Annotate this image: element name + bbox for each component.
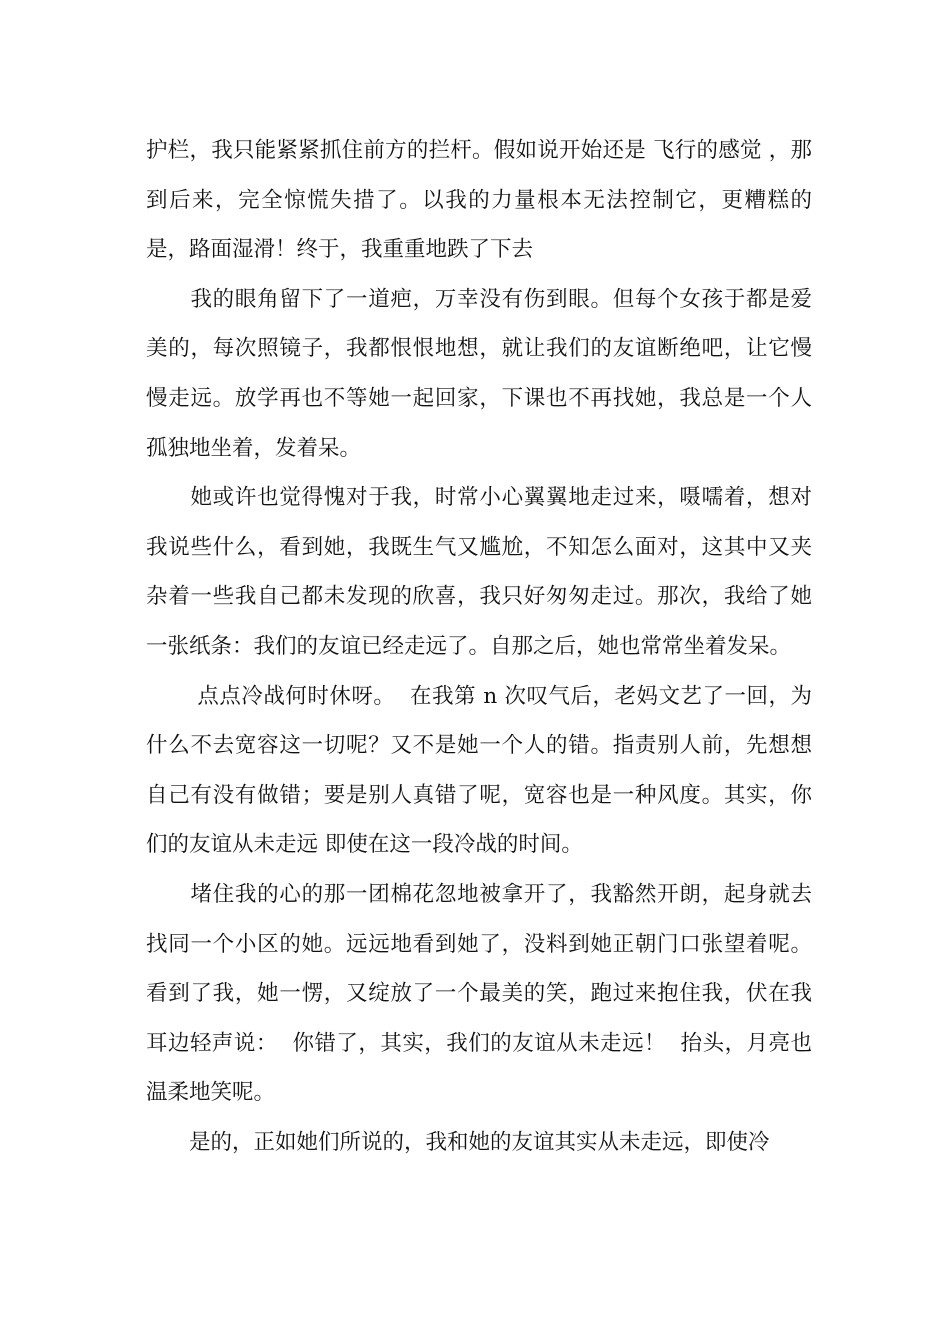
document-body — [146, 126, 812, 1167]
paragraph-5: 堵住我的心的那一团棉花忽地被拿开了，我豁然开朗，起身就去找同一个小区的她。远远地看到她了，没料到她正朝门口张望着呢。看到了我，她一愣，又绽放了一个最美的笑，跑过来抱住我，伏在我耳边轻声说： 你错了，其实，我们的友谊从未走远！ 抬头，月亮也温柔地笑呢。 — [146, 881, 812, 1106]
paragraph-2: 我的眼角留下了一道疤，万幸没有伤到眼。但每个女孩于都是爱美的，每次照镜子，我都恨恨地想，就让我们的友谊断绝吧，让它慢慢走远。放学再也不等她一起回家，下课也不再找她，我总是一个人孤独地坐着，发着呆。 — [146, 286, 812, 461]
paragraph-1: 护栏，我只能紧紧抓住前方的拦杆。假如说开始还是 飞行的感觉 ，那到后来，完全惊慌失措了。以我的力量根本无法控制它，更糟糕的是，路面湿滑！终于，我重重地跌了下去 — [146, 138, 812, 263]
paragraph-4: 点点冷战何时休呀。 在我第 n 次叹气后，老妈文艺了一回，为什么不去宽容这一切呢？又不是她一个人的错。指责别人前，先想想自己有没有做错；要是别人真错了呢，宽容也是一种风度。其实，你们的友谊从未走远 即使在这一段冷战的时间。 — [146, 683, 812, 858]
paragraph-6: 是的，正如她们所说的，我和她的友谊其实从未走远，即使冷 — [146, 1129, 770, 1155]
paragraph-3: 她或许也觉得愧对于我，时常小心翼翼地走过来，嗫嚅着，想对我说些什么，看到她，我既生气又尴尬，不知怎么面对，这其中又夹杂着一些我自己都未发现的欣喜，我只好匆匆走过。那次，我给了她一张纸条：我们的友谊已经走远了。自那之后，她也常常坐着发呆。 — [146, 485, 812, 659]
